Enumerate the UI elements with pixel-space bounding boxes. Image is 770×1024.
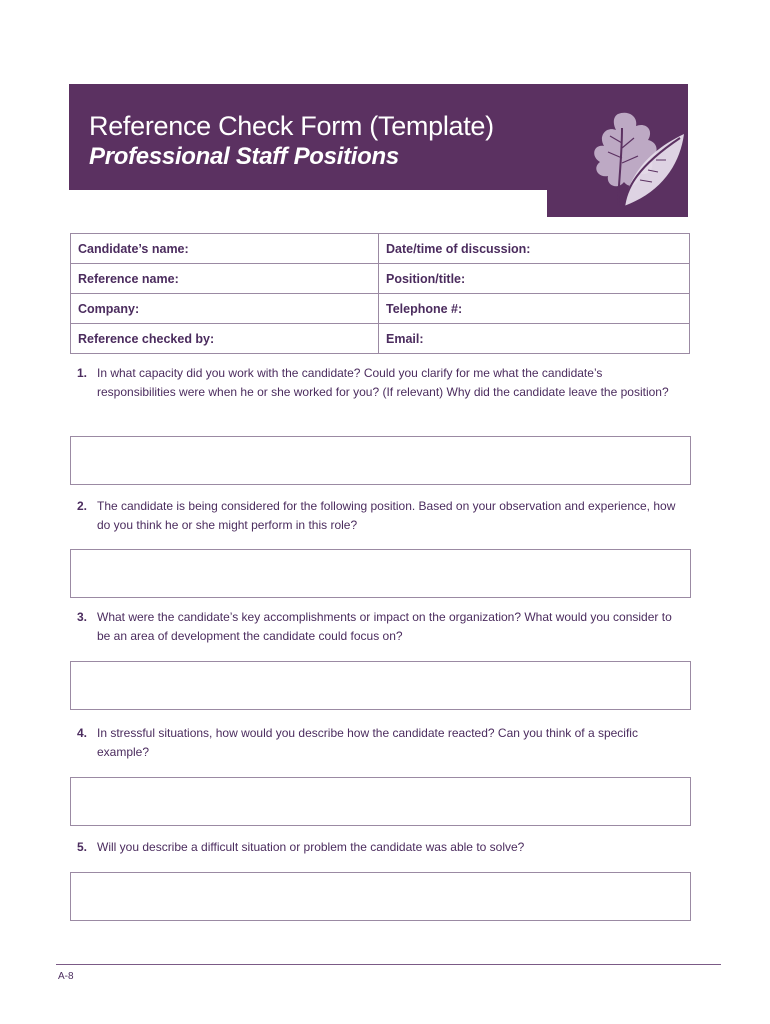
position-title-field[interactable]: Position/title: [379, 264, 690, 294]
answer-box-4[interactable] [70, 777, 691, 826]
info-row [71, 264, 690, 294]
question-text: What were the candidate’s key accomplishments or impact on the organization? What would you consider to be an area of development the candidate could focus on? [97, 610, 672, 643]
question-number: 2. [77, 499, 88, 513]
info-row [71, 234, 690, 264]
question-number: 3. [77, 610, 88, 624]
candidate-name-field[interactable]: Candidate’s name: [71, 234, 379, 264]
info-row [71, 324, 690, 354]
reference-name-field[interactable]: Reference name: [71, 264, 379, 294]
question-5 [77, 838, 677, 857]
email-field[interactable]: Email: [379, 324, 690, 354]
answer-box-3[interactable] [70, 661, 691, 710]
question-number: 1. [77, 366, 88, 380]
answer-box-1[interactable] [70, 436, 691, 485]
page-subtitle: Professional Staff Positions [89, 143, 399, 170]
question-text: In stressful situations, how would you describe how the candidate reacted? Can you think of a specific example? [97, 726, 638, 759]
question-3 [77, 608, 677, 646]
reference-info-table [70, 233, 690, 354]
answer-box-2[interactable] [70, 549, 691, 598]
page-title: Reference Check Form (Template) [89, 111, 494, 141]
page-number: A-8 [58, 971, 74, 982]
question-number: 5. [77, 840, 88, 854]
question-4 [77, 724, 677, 762]
footer-divider [56, 964, 721, 965]
question-number: 4. [77, 726, 88, 740]
question-2 [77, 497, 677, 535]
question-1 [77, 364, 677, 402]
info-row [71, 294, 690, 324]
reference-checked-by-field[interactable]: Reference checked by: [71, 324, 379, 354]
telephone-field[interactable]: Telephone #: [379, 294, 690, 324]
answer-box-5[interactable] [70, 872, 691, 921]
leaf-icon [588, 108, 686, 212]
question-text: Will you describe a difficult situation or problem the candidate was able to solve? [97, 840, 525, 854]
question-text: The candidate is being considered for the following position. Based on your observation and experience, how do you think he or she might perform in this role? [97, 499, 676, 532]
question-text: In what capacity did you work with the candidate? Could you clarify for me what the candidate’s responsibilities were when he or she worked for you? (If relevant) Why did the candidate leave the position? [97, 366, 669, 399]
discussion-datetime-field[interactable]: Date/time of discussion: [379, 234, 690, 264]
company-field[interactable]: Company: [71, 294, 379, 324]
